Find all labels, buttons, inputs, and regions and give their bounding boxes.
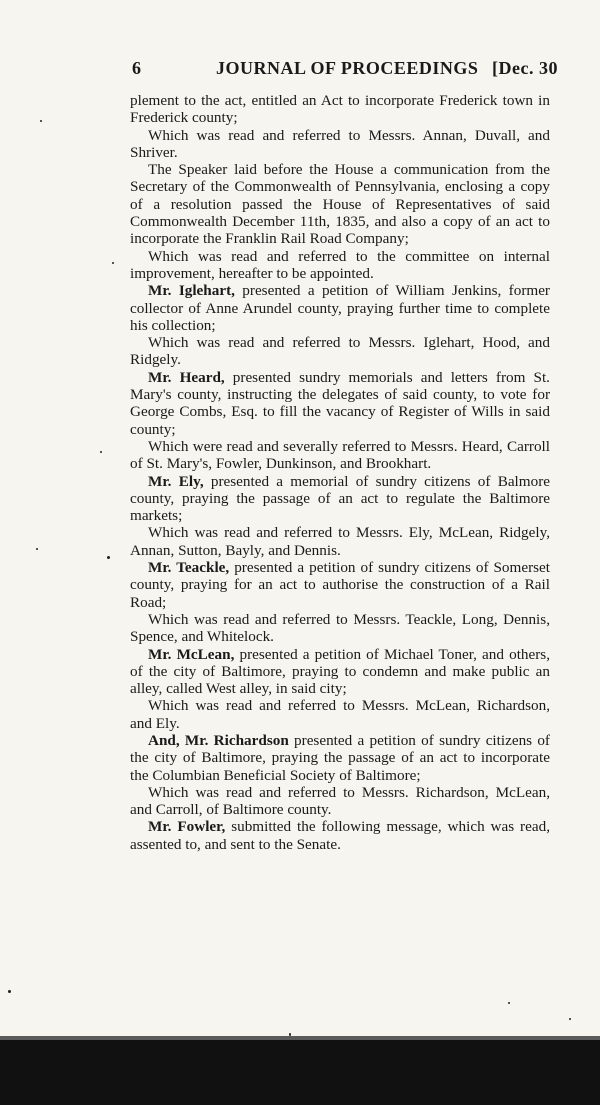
- paragraph: The Speaker laid before the House a communication from the Secretary of the Commonwealth of Pennsylvania, enclosing a copy of a resolution passed the House of Representatives of said Commonwealth December 11th, 1835, and also a copy of an act to incorporate the Franklin Rail Road Company;: [130, 161, 550, 248]
- scan-speck: [40, 120, 42, 122]
- paragraph: Which was read and referred to Messrs. Teackle, Long, Dennis, Spence, and Whitelock.: [130, 610, 550, 646]
- page-number: 6: [132, 58, 142, 78]
- scan-speck: [112, 262, 114, 264]
- scan-speck: [569, 1018, 571, 1020]
- paragraph: plement to the act, entitled an Act to incorporate Frederick town in Frederick county;: [130, 92, 550, 127]
- scan-speck: [508, 1002, 510, 1004]
- paragraph: Mr. McLean, presented a petition of Michael Toner, and others, of the city of Baltimore, praying to condemn and make public an alley, called West alley, in said city;: [130, 645, 551, 698]
- scan-speck: [36, 548, 38, 550]
- paragraph: Which was read and referred to Messrs. McLean, Richardson, and Ely.: [130, 697, 550, 732]
- paragraph: Mr. Iglehart, presented a petition of William Jenkins, former collector of Anne Arundel county, praying further time to complete his collection;: [130, 282, 550, 334]
- scan-speck: [107, 556, 110, 559]
- paragraph: Mr. Fowler, submitted the following message, which was read, assented to, and sent to the Senate.: [130, 818, 550, 853]
- journal-title: JOURNAL OF PROCEEDINGS: [216, 58, 479, 78]
- paragraph: Mr. Heard, presented sundry memorials and letters from St. Mary's county, instructing the delegates of said county, to vote for George Combs, Esq. to fill the vacancy of Register of Wills in said county;: [130, 368, 550, 438]
- paragraph: Which was read and referred to the committee on internal improvement, hereafter to be appointed.: [130, 247, 550, 282]
- header-date: [Dec. 30: [492, 58, 558, 78]
- paragraph: Mr. Ely, presented a memorial of sundry citizens of Balmore county, praying the passage of an act to regulate the Baltimore markets;: [130, 472, 550, 525]
- scan-speck: [8, 990, 11, 993]
- scan-speck: [100, 451, 102, 453]
- paragraph: Which was read and referred to Messrs. Annan, Duvall, and Shriver.: [130, 126, 550, 161]
- paragraph: And, Mr. Richardson presented a petition of sundry citizens of the city of Baltimore, praying the passage of an act to incorporate the Columbian Beneficial Society of Baltimore;: [130, 731, 550, 784]
- journal-body: [130, 92, 550, 853]
- scan-border: [0, 1040, 600, 1105]
- paragraph: Which were read and severally referred to Messrs. Heard, Carroll of St. Mary's, Fowler, Dunkinson, and Brookhart.: [130, 437, 550, 473]
- paragraph: Which was read and referred to Messrs. Richardson, McLean, and Carroll, of Baltimore county.: [130, 783, 550, 819]
- paragraph: Mr. Teackle, presented a petition of sundry citizens of Somerset county, praying for an act to authorise the construction of a Rail Road;: [130, 559, 551, 611]
- paragraph: Which was read and referred to Messrs. Iglehart, Hood, and Ridgely.: [130, 334, 550, 369]
- running-header: [130, 58, 560, 84]
- paragraph: Which was read and referred to Messrs. Ely, McLean, Ridgely, Annan, Sutton, Bayly, and Dennis.: [130, 524, 550, 559]
